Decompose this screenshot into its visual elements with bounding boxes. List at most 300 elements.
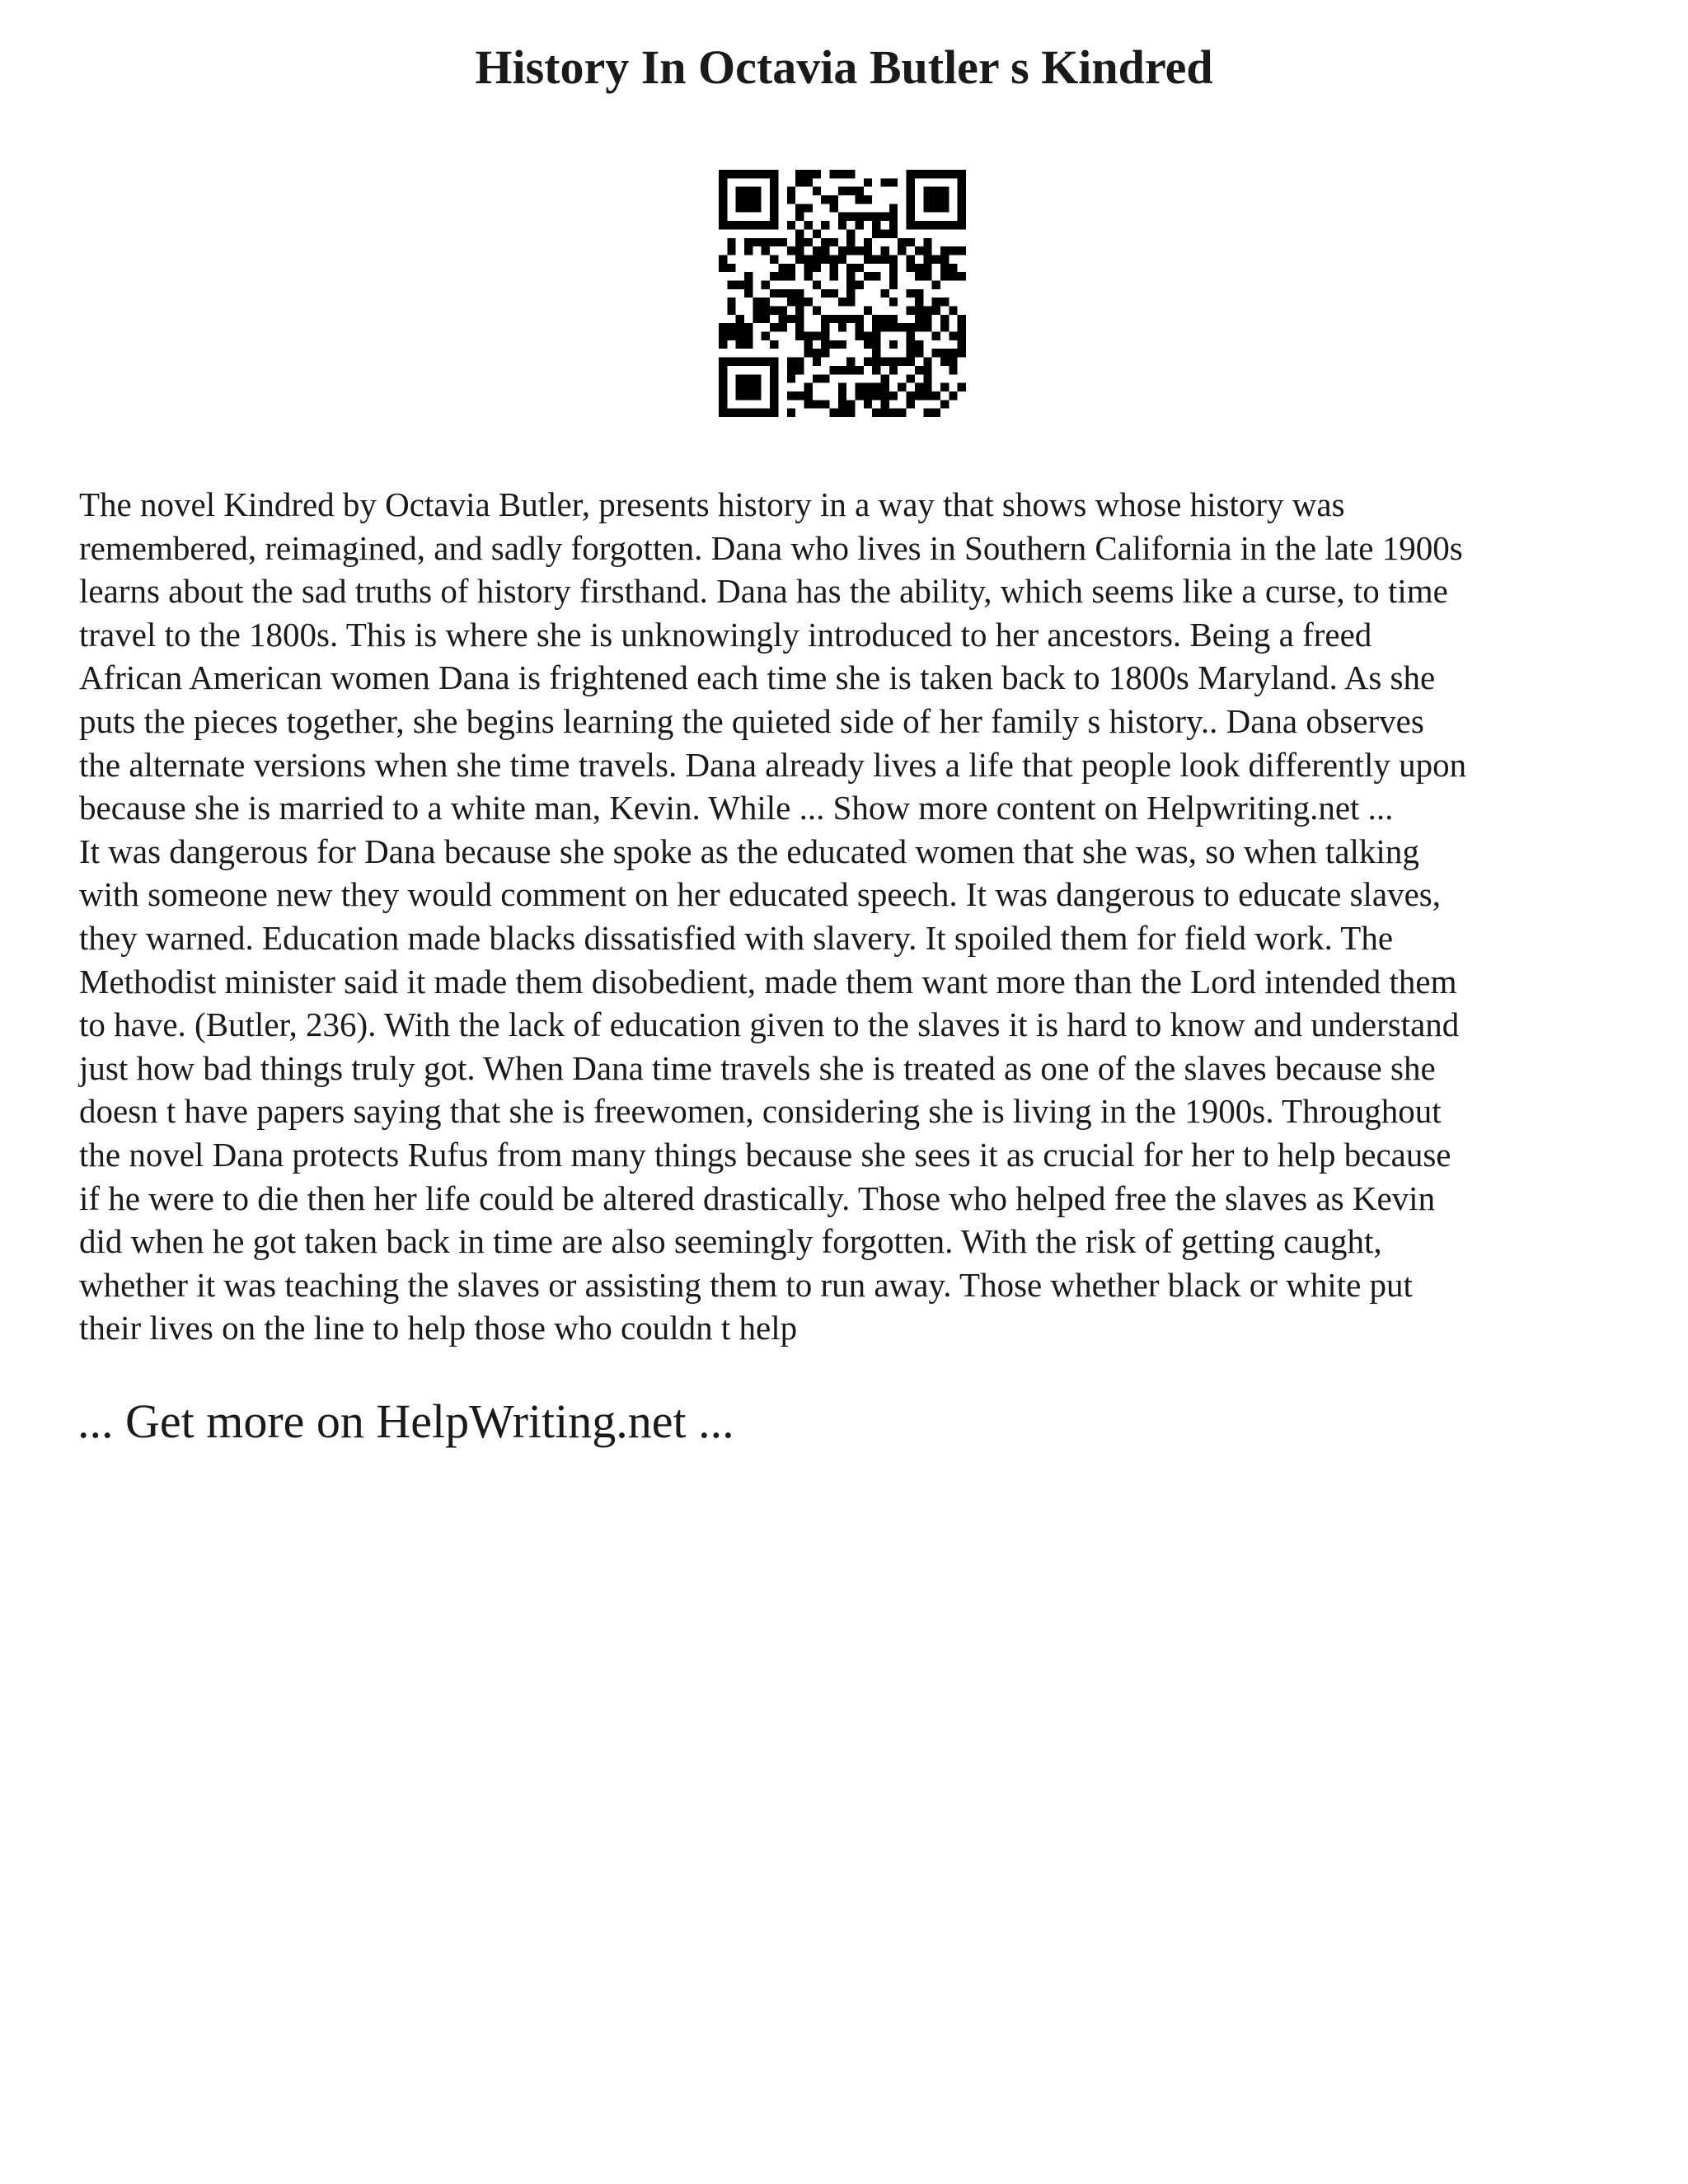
qr-module [898,409,906,417]
qr-module [872,358,880,366]
qr-module [829,409,837,417]
qr-module [804,255,812,263]
qr-module [872,383,880,391]
qr-module [744,280,753,288]
qr-module [744,383,753,391]
qr-module [829,264,837,272]
qr-module [821,289,829,298]
qr-module [727,170,735,178]
qr-module [762,315,770,323]
qr-module [864,358,872,366]
qr-module [864,400,872,408]
qr-module [923,204,931,212]
qr-module [958,178,966,186]
qr-module [829,195,837,204]
qr-module [727,332,735,340]
qr-module [898,238,906,246]
qr-module [770,358,778,366]
qr-module [744,358,753,366]
qr-module [856,315,864,323]
qr-module [804,204,812,212]
qr-module [787,195,795,204]
qr-module [727,358,735,366]
qr-module [778,315,786,323]
qr-module [923,374,931,382]
qr-module [846,315,855,323]
qr-module [778,264,786,272]
qr-module [804,178,812,186]
qr-module [907,213,915,221]
qr-module [872,255,880,263]
qr-module [736,315,744,323]
qr-module [736,358,744,366]
qr-module [872,349,880,357]
qr-module [744,409,753,417]
qr-module [719,409,727,417]
qr-module [881,391,889,400]
qr-module [949,391,957,400]
qr-module [915,366,923,374]
qr-module [744,246,753,255]
qr-module [958,170,966,178]
qr-module [949,272,957,280]
qr-module [846,289,855,298]
qr-module [770,272,778,280]
qr-module [795,213,804,221]
qr-module [907,264,915,272]
qr-module [915,246,923,255]
qr-module [949,246,957,255]
qr-module [889,280,898,288]
qr-module [838,323,846,331]
qr-module [744,391,753,400]
qr-module [762,280,770,288]
qr-module [804,332,812,340]
qr-module [821,238,829,246]
qr-module [864,340,872,349]
qr-module [744,204,753,212]
qr-module [787,221,795,229]
qr-module [762,238,770,246]
qr-module [898,383,906,391]
qr-module [923,246,931,255]
qr-module [958,213,966,221]
qr-module [846,213,855,221]
qr-module [940,255,949,263]
qr-code-graphic [719,170,966,417]
qr-module [898,246,906,255]
qr-module [838,213,846,221]
qr-module [881,213,889,221]
qr-module [719,213,727,221]
qr-module [949,221,957,229]
qr-module [770,178,778,186]
qr-module [872,332,880,340]
qr-module [881,229,889,237]
qr-module [923,315,931,323]
qr-module [736,409,744,417]
qr-module [846,187,855,195]
qr-module [856,366,864,374]
qr-module [872,272,880,280]
qr-module [770,213,778,221]
qr-module [813,374,821,382]
qr-module [744,272,753,280]
qr-module [949,366,957,374]
qr-module [958,187,966,195]
qr-module [907,349,915,357]
qr-module [770,289,778,298]
qr-module [787,409,795,417]
qr-module [787,358,795,366]
qr-module [736,221,744,229]
qr-module [838,170,846,178]
qr-module [907,221,915,229]
qr-module [838,187,846,195]
qr-module [923,272,931,280]
qr-module [949,332,957,340]
qr-module [856,195,864,204]
qr-module [762,221,770,229]
qr-module [940,272,949,280]
qr-module [864,383,872,391]
qr-module [795,178,804,186]
qr-module [949,307,957,315]
qr-module [744,187,753,195]
qr-module [864,238,872,246]
qr-module [915,221,923,229]
qr-module [821,323,829,331]
qr-module [864,332,872,340]
qr-module [821,400,829,408]
qr-module [813,264,821,272]
qr-module [744,323,753,331]
qr-module [923,238,931,246]
qr-module [821,374,829,382]
qr-module [829,366,837,374]
qr-module [889,178,898,186]
qr-module [727,280,735,288]
qr-module [719,178,727,186]
qr-module [932,204,940,212]
qr-module [940,264,949,272]
qr-module [770,238,778,246]
qr-module [907,391,915,400]
qr-module [804,221,812,229]
qr-module [932,195,940,204]
qr-module [881,178,889,186]
qr-module [932,298,940,306]
qr-module [838,315,846,323]
qr-module [958,332,966,340]
qr-module [795,358,804,366]
qr-module [932,170,940,178]
qr-module [770,195,778,204]
qr-module [821,349,829,357]
qr-module [940,221,949,229]
qr-module [753,204,761,212]
qr-module [889,229,898,237]
qr-module [727,246,735,255]
qr-module [753,187,761,195]
qr-module [778,323,786,331]
qr-module [813,170,821,178]
qr-module [940,323,949,331]
qr-module [787,374,795,382]
qr-module [770,400,778,408]
qr-module [940,400,949,408]
qr-module [915,272,923,280]
qr-module [881,400,889,408]
qr-module [753,238,761,246]
qr-module [719,204,727,212]
qr-module [923,358,931,366]
qr-module [804,272,812,280]
qr-module [795,391,804,400]
qr-module [719,391,727,400]
qr-module [753,315,761,323]
qr-module [770,391,778,400]
qr-module [923,255,931,263]
qr-module [795,323,804,331]
qr-module [907,332,915,340]
qr-module [864,255,872,263]
qr-module [932,391,940,400]
qr-module [770,204,778,212]
qr-module [940,315,949,323]
qr-module [838,409,846,417]
qr-module [804,170,812,178]
qr-module [778,307,786,315]
qr-module [889,358,898,366]
qr-module [881,255,889,263]
qr-module [719,170,727,178]
qr-module [949,264,957,272]
qr-module [719,255,727,263]
qr-module [932,221,940,229]
qr-module [804,400,812,408]
qr-module [932,409,940,417]
qr-module [872,221,880,229]
qr-module [923,391,931,400]
qr-module [753,195,761,204]
qr-module [727,264,735,272]
qr-module [744,195,753,204]
qr-module [804,383,812,391]
qr-module [804,391,812,400]
qr-module [932,255,940,263]
qr-module [856,246,864,255]
qr-module [958,272,966,280]
qr-module [932,307,940,315]
qr-module [940,195,949,204]
qr-module [915,307,923,315]
qr-module [907,340,915,349]
qr-module [753,374,761,382]
qr-module [915,315,923,323]
qr-module [838,340,846,349]
qr-module [753,298,761,306]
qr-module [829,315,837,323]
qr-module [736,374,744,382]
qr-module [915,391,923,400]
qr-module [838,298,846,306]
qr-module [915,289,923,298]
qr-module [923,221,931,229]
qr-module [881,358,889,366]
document-body: The novel Kindred by Octavia Butler, presents history in a way that shows whose history was remembered, reimagined, and sadly forgotten. Dana who lives in Southern California in the late 1900s learns about the sad truths of history firsthand. Dana has the ability, which seems like a curse, to time travel to the 1800s. This is where she is unknowingly introduced to her ancestors. Being a freed African American women Dana is frightened each time she is taken back to 1800s Maryland. As she puts the pieces together, she begins learning the quieted side of her family s history.. Dana observes the alternate versions when she time travels. Dana already lives a life that people look differently upon because she is married to a white man, Kevin. While ... Show more content on Helpwriting.net ... It was dangerous for Dana because she spoke as the educated women that she was, so when talking with someone new they would comment on her educated speech. It was dangerous to educate slaves, they warned. Education made blacks dissatisfied with slavery. It spoiled them for field work. The Methodist minister said it made them disobedient, made them want more than the Lord intended them to have. (Butler, 236). With the lack of education given to the slaves it is hard to know and understand just how bad things truly got. When Dana time travels she is treated as one of the slaves because she doesn t have papers saying that she is freewomen, considering she is living in the 1900s. Throughout the novel Dana protects Rufus from many things because she sees it as crucial for her to help because if he were to die then her life could be altered drastically. Those who helped free the slaves as Kevin did when he got taken back in time are also seemingly forgotten. With the risk of getting caught, whether it was teaching the slaves or assisting them to run away. Those whether black or white put their lives on the line to help those who couldn t help [79,485,1467,1347]
qr-module [821,315,829,323]
qr-module [864,391,872,400]
qr-module [838,255,846,263]
qr-module [846,272,855,280]
qr-module [940,204,949,212]
qr-module [872,409,880,417]
qr-module [719,332,727,340]
qr-module [881,383,889,391]
qr-module [856,213,864,221]
qr-module [958,315,966,323]
qr-module [907,358,915,366]
qr-module [804,264,812,272]
qr-module [889,204,898,212]
qr-module [940,246,949,255]
qr-module [753,383,761,391]
qr-module [762,298,770,306]
qr-module [813,255,821,263]
qr-module [795,170,804,178]
qr-module [846,264,855,272]
get-more-link[interactable]: ... Get more on HelpWriting.net ... [77,1394,734,1448]
qr-module [744,374,753,382]
qr-module [821,340,829,349]
qr-module [864,272,872,280]
qr-module [923,264,931,272]
qr-module [719,221,727,229]
qr-module [872,323,880,331]
qr-module [881,246,889,255]
qr-module [907,187,915,195]
qr-module [872,315,880,323]
qr-module [923,323,931,331]
qr-module [753,358,761,366]
qr-module [889,213,898,221]
qr-module [907,400,915,408]
qr-module [787,246,795,255]
qr-module [846,366,855,374]
qr-module [753,170,761,178]
qr-module [881,315,889,323]
qr-module [923,409,931,417]
qr-module [787,315,795,323]
qr-module [762,246,770,255]
qr-module [907,204,915,212]
qr-module [770,221,778,229]
qr-module [744,289,753,298]
qr-module [770,409,778,417]
qr-module [727,323,735,331]
qr-module [889,298,898,306]
qr-module [846,238,855,246]
qr-module [856,332,864,340]
qr-module [838,246,846,255]
qr-module [940,383,949,391]
qr-module [795,315,804,323]
qr-module [881,409,889,417]
qr-module [813,349,821,357]
qr-module [872,213,880,221]
qr-module [770,323,778,331]
qr-module [829,204,837,212]
qr-module [813,246,821,255]
qr-module [787,366,795,374]
qr-module [846,280,855,288]
qr-module [915,298,923,306]
qr-module [719,340,727,349]
qr-module [881,374,889,382]
qr-module [889,323,898,331]
qr-code-icon [719,170,966,417]
qr-module [795,366,804,374]
qr-module [719,400,727,408]
qr-module [846,409,855,417]
qr-module [753,409,761,417]
qr-module [864,213,872,221]
qr-module [898,323,906,331]
qr-module [856,221,864,229]
qr-module [787,289,795,298]
qr-module [856,383,864,391]
qr-module [770,374,778,382]
qr-module [727,409,735,417]
qr-module [770,187,778,195]
qr-module [838,400,846,408]
qr-module [719,187,727,195]
qr-module [795,332,804,340]
qr-module [736,280,744,288]
qr-module [838,391,846,400]
qr-module [915,349,923,357]
qr-module [778,289,786,298]
qr-module [958,383,966,391]
qr-module [736,332,744,340]
qr-module [762,358,770,366]
qr-module [889,264,898,272]
qr-module [856,323,864,331]
qr-module [795,238,804,246]
qr-module [778,272,786,280]
qr-module [787,187,795,195]
qr-module [907,323,915,331]
qr-module [736,323,744,331]
qr-module [889,255,898,263]
qr-module [821,195,829,204]
qr-module [889,315,898,323]
qr-module [770,383,778,391]
qr-module [958,195,966,204]
qr-module [762,332,770,340]
qr-module [915,340,923,349]
qr-module [736,383,744,391]
qr-module [744,238,753,246]
qr-module [838,366,846,374]
qr-module [846,358,855,366]
qr-module [813,229,821,237]
qr-module [889,272,898,280]
qr-module [813,307,821,315]
qr-module [872,340,880,349]
qr-module [856,280,864,288]
